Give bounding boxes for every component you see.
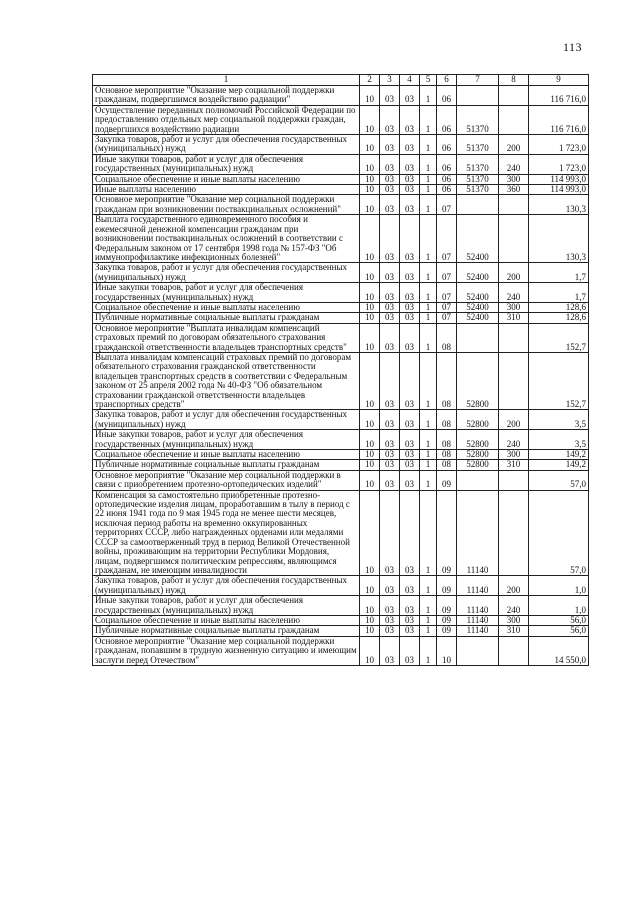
table-row [93,154,589,174]
cell-c4: 03 [400,410,420,430]
cell-c9: 128,6 [529,302,589,312]
row-name: Выплата государственного единовременного пособия и ежемесячной денежной компенсации гражданам при возникновении поствакцинальных осложнений в соответствии с Федеральным законом от 17 сентября 1998 года № 157-ФЗ "Об иммунопрофилактике инфекционных болезней" [93,215,360,263]
cell-c5: 1 [420,263,437,283]
cell-c2: 10 [360,185,380,195]
cell-c8 [499,105,529,134]
cell-c7: 52400 [457,263,499,283]
row-name: Иные закупки товаров, работ и услуг для обеспечения государственных (муниципальных) нужд [93,430,360,450]
column-header: 9 [529,75,589,86]
cell-c2: 10 [360,576,380,596]
cell-c4: 03 [400,263,420,283]
cell-c6: 07 [437,195,457,215]
cell-c8 [499,636,529,665]
cell-c8 [499,352,529,409]
cell-c6: 08 [437,460,457,470]
row-name: Социальное обеспечение и иные выплаты населению [93,615,360,625]
cell-c5: 1 [420,302,437,312]
cell-c8 [499,470,529,490]
cell-c8 [499,323,529,352]
cell-c5: 1 [420,174,437,184]
cell-c3: 03 [380,576,400,596]
cell-c2: 10 [360,460,380,470]
cell-c7: 52800 [457,410,499,430]
cell-c2: 10 [360,195,380,215]
table-row [93,174,589,184]
cell-c4: 03 [400,576,420,596]
cell-c4: 03 [400,430,420,450]
cell-c6: 06 [437,135,457,155]
cell-c6: 06 [437,154,457,174]
cell-c8: 310 [499,460,529,470]
cell-c2: 10 [360,615,380,625]
cell-c7 [457,195,499,215]
cell-c2: 10 [360,86,380,106]
cell-c7: 11140 [457,596,499,616]
cell-c9: 57,0 [529,470,589,490]
cell-c7: 52400 [457,215,499,263]
cell-c6: 06 [437,174,457,184]
cell-c7: 51370 [457,105,499,134]
cell-c6: 09 [437,626,457,636]
table-row [93,352,589,409]
table-row [93,105,589,134]
cell-c9: 1 723,0 [529,135,589,155]
cell-c8 [499,490,529,576]
row-name: Социальное обеспечение и иные выплаты населению [93,174,360,184]
table-row [93,410,589,430]
row-name: Иные закупки товаров, работ и услуг для обеспечения государственных (муниципальных) нужд [93,154,360,174]
cell-c8: 360 [499,185,529,195]
cell-c4: 03 [400,490,420,576]
cell-c4: 03 [400,460,420,470]
row-name: Публичные нормативные социальные выплаты гражданам [93,460,360,470]
cell-c5: 1 [420,430,437,450]
cell-c9: 1 723,0 [529,154,589,174]
row-name: Иные закупки товаров, работ и услуг для обеспечения государственных (муниципальных) нужд [93,283,360,303]
cell-c8: 240 [499,596,529,616]
column-header: 8 [499,75,529,86]
cell-c9: 114 993,0 [529,185,589,195]
cell-c6: 07 [437,313,457,323]
cell-c5: 1 [420,626,437,636]
table-row [93,323,589,352]
table-body [93,86,589,666]
cell-c7: 11140 [457,490,499,576]
cell-c2: 10 [360,626,380,636]
row-name: Закупка товаров, работ и услуг для обеспечения государственных (муниципальных) нужд [93,263,360,283]
cell-c9: 14 550,0 [529,636,589,665]
row-name: Осуществление переданных полномочий Российской Федерации по предоставлению отдельных мер социальной поддержки граждан, подвергшихся воздействию радиации [93,105,360,134]
cell-c9: 1,7 [529,283,589,303]
cell-c6: 08 [437,430,457,450]
cell-c4: 03 [400,86,420,106]
cell-c6: 07 [437,283,457,303]
cell-c8: 310 [499,313,529,323]
cell-c8: 300 [499,174,529,184]
cell-c9: 56,0 [529,615,589,625]
table-row [93,576,589,596]
page-number: 113 [563,40,583,54]
cell-c6: 07 [437,263,457,283]
cell-c6: 06 [437,105,457,134]
row-name: Основное мероприятие "Оказание мер социальной поддержки гражданам, подвергшимся воздействию радиации" [93,86,360,106]
cell-c4: 03 [400,615,420,625]
cell-c8: 300 [499,302,529,312]
table-row [93,460,589,470]
row-name: Выплата инвалидам компенсаций страховых премий по договорам обязательного страхования гражданской ответственности владельцев транспортных средств в соответствии с Федеральным законом от 25 апреля 2002 года № 40-ФЗ "Об обязательном страховании гражданской ответственности владельцев транспортных средств" [93,352,360,409]
cell-c2: 10 [360,636,380,665]
cell-c3: 03 [380,154,400,174]
cell-c2: 10 [360,596,380,616]
cell-c9: 152,7 [529,323,589,352]
cell-c3: 03 [380,636,400,665]
cell-c9: 114 993,0 [529,174,589,184]
cell-c9: 128,6 [529,313,589,323]
cell-c9: 3,5 [529,410,589,430]
cell-c3: 03 [380,470,400,490]
row-name: Публичные нормативные социальные выплаты гражданам [93,626,360,636]
cell-c5: 1 [420,460,437,470]
column-header: 7 [457,75,499,86]
cell-c7: 52800 [457,460,499,470]
cell-c3: 03 [380,313,400,323]
table-row [93,283,589,303]
cell-c8: 200 [499,410,529,430]
cell-c6: 09 [437,490,457,576]
cell-c5: 1 [420,470,437,490]
cell-c7: 52400 [457,283,499,303]
cell-c9: 56,0 [529,626,589,636]
cell-c9: 1,0 [529,576,589,596]
cell-c4: 03 [400,626,420,636]
cell-c6: 09 [437,615,457,625]
cell-c3: 03 [380,596,400,616]
cell-c6: 07 [437,302,457,312]
column-header: 5 [420,75,437,86]
column-header: 1 [93,75,360,86]
cell-c7: 52800 [457,450,499,460]
cell-c2: 10 [360,313,380,323]
cell-c3: 03 [380,185,400,195]
table-row [93,86,589,106]
cell-c5: 1 [420,313,437,323]
cell-c5: 1 [420,352,437,409]
cell-c5: 1 [420,215,437,263]
table-row [93,450,589,460]
table-row [93,626,589,636]
cell-c7: 52400 [457,313,499,323]
cell-c4: 03 [400,185,420,195]
cell-c7 [457,470,499,490]
header-row [93,75,589,86]
row-name: Закупка товаров, работ и услуг для обеспечения государственных (муниципальных) нужд [93,135,360,155]
cell-c4: 03 [400,135,420,155]
cell-c7 [457,636,499,665]
cell-c4: 03 [400,174,420,184]
cell-c3: 03 [380,302,400,312]
cell-c9: 57,0 [529,490,589,576]
cell-c9: 149,2 [529,450,589,460]
cell-c2: 10 [360,105,380,134]
row-name: Закупка товаров, работ и услуг для обеспечения государственных (муниципальных) нужд [93,410,360,430]
cell-c5: 1 [420,154,437,174]
cell-c5: 1 [420,596,437,616]
cell-c4: 03 [400,215,420,263]
table-row [93,195,589,215]
cell-c9: 130,3 [529,215,589,263]
cell-c2: 10 [360,352,380,409]
cell-c5: 1 [420,615,437,625]
cell-c7: 52800 [457,430,499,450]
cell-c8: 240 [499,430,529,450]
cell-c8: 300 [499,615,529,625]
column-header: 2 [360,75,380,86]
cell-c2: 10 [360,470,380,490]
cell-c9: 116 716,0 [529,105,589,134]
cell-c4: 03 [400,283,420,303]
cell-c4: 03 [400,302,420,312]
cell-c5: 1 [420,195,437,215]
cell-c3: 03 [380,263,400,283]
cell-c6: 07 [437,215,457,263]
cell-c3: 03 [380,450,400,460]
cell-c2: 10 [360,430,380,450]
cell-c3: 03 [380,323,400,352]
cell-c7: 52400 [457,302,499,312]
cell-c2: 10 [360,490,380,576]
row-name: Основное мероприятие "Выплата инвалидам компенсаций страховых премий по договорам обязательного страхования гражданской ответственности владельцев транспортных средств" [93,323,360,352]
cell-c3: 03 [380,430,400,450]
cell-c6: 08 [437,323,457,352]
cell-c6: 08 [437,352,457,409]
table-row [93,636,589,665]
cell-c2: 10 [360,302,380,312]
table-row [93,185,589,195]
cell-c3: 03 [380,105,400,134]
table-row [93,135,589,155]
cell-c7: 52800 [457,352,499,409]
cell-c8: 240 [499,154,529,174]
cell-c2: 10 [360,283,380,303]
cell-c5: 1 [420,86,437,106]
cell-c9: 1,7 [529,263,589,283]
cell-c8 [499,195,529,215]
table-row [93,615,589,625]
cell-c4: 03 [400,195,420,215]
cell-c2: 10 [360,174,380,184]
cell-c8: 310 [499,626,529,636]
cell-c9: 116 716,0 [529,86,589,106]
cell-c4: 03 [400,636,420,665]
row-name: Основное мероприятие "Оказание мер социальной поддержки гражданам, попавшим в трудную жизненную ситуацию и имеющим заслуги перед Отечеством" [93,636,360,665]
cell-c5: 1 [420,135,437,155]
table-row [93,313,589,323]
cell-c3: 03 [380,490,400,576]
row-name: Иные закупки товаров, работ и услуг для обеспечения государственных (муниципальных) нужд [93,596,360,616]
cell-c4: 03 [400,450,420,460]
cell-c9: 152,7 [529,352,589,409]
cell-c5: 1 [420,576,437,596]
cell-c7: 51370 [457,154,499,174]
cell-c5: 1 [420,283,437,303]
row-name: Социальное обеспечение и иные выплаты населению [93,302,360,312]
cell-c6: 06 [437,86,457,106]
cell-c6: 10 [437,636,457,665]
cell-c6: 09 [437,576,457,596]
cell-c7 [457,86,499,106]
table-row [93,263,589,283]
cell-c3: 03 [380,460,400,470]
table-row [93,470,589,490]
cell-c3: 03 [380,215,400,263]
row-name: Основное мероприятие "Оказание мер социальной поддержки в связи с приобретением протезно-ортопедических изделий" [93,470,360,490]
cell-c8: 240 [499,283,529,303]
row-name: Социальное обеспечение и иные выплаты населению [93,450,360,460]
cell-c8 [499,215,529,263]
cell-c4: 03 [400,154,420,174]
cell-c4: 03 [400,323,420,352]
cell-c9: 149,2 [529,460,589,470]
cell-c5: 1 [420,323,437,352]
cell-c7: 11140 [457,576,499,596]
cell-c6: 09 [437,596,457,616]
row-name: Компенсация за самостоятельно приобретенные протезно-ортопедические изделия лицам, проработавшим в тылу в период с 22 июня 1941 года по 9 мая 1945 года не менее шести месяцев, исключая период работы на временно оккупированных территориях СССР, либо награжденных орденами или медалями СССР за самоотверженный труд в период Великой Отечественной войны, проживающим на территории Республики Мордовия, лицам, подвергшимся политическим репрессиям, являющимся гражданам, не имеющим инвалидности [93,490,360,576]
budget-table [92,74,589,666]
cell-c7: 51370 [457,185,499,195]
cell-c7: 11140 [457,615,499,625]
cell-c8: 200 [499,135,529,155]
cell-c5: 1 [420,410,437,430]
table-row [93,302,589,312]
column-header: 6 [437,75,457,86]
cell-c8 [499,86,529,106]
table-row [93,596,589,616]
cell-c5: 1 [420,636,437,665]
cell-c3: 03 [380,195,400,215]
column-header: 3 [380,75,400,86]
cell-c7: 11140 [457,626,499,636]
cell-c3: 03 [380,352,400,409]
cell-c2: 10 [360,450,380,460]
cell-c3: 03 [380,135,400,155]
cell-c2: 10 [360,135,380,155]
cell-c6: 06 [437,185,457,195]
cell-c8: 200 [499,576,529,596]
cell-c2: 10 [360,154,380,174]
cell-c4: 03 [400,105,420,134]
cell-c7: 51370 [457,174,499,184]
table-row [93,215,589,263]
row-name: Иные выплаты населению [93,185,360,195]
row-name: Закупка товаров, работ и услуг для обеспечения государственных (муниципальных) нужд [93,576,360,596]
cell-c8: 200 [499,263,529,283]
cell-c9: 1,0 [529,596,589,616]
cell-c4: 03 [400,352,420,409]
cell-c3: 03 [380,615,400,625]
cell-c2: 10 [360,215,380,263]
cell-c5: 1 [420,185,437,195]
cell-c5: 1 [420,450,437,460]
row-name: Основное мероприятие "Оказание мер социальной поддержки гражданам при возникновении поствакцинальных осложнений" [93,195,360,215]
cell-c4: 03 [400,470,420,490]
cell-c3: 03 [380,283,400,303]
cell-c9: 3,5 [529,430,589,450]
cell-c7 [457,323,499,352]
column-header: 4 [400,75,420,86]
cell-c3: 03 [380,174,400,184]
table-row [93,430,589,450]
cell-c6: 08 [437,450,457,460]
table-row [93,490,589,576]
row-name: Публичные нормативные социальные выплаты гражданам [93,313,360,323]
cell-c6: 08 [437,410,457,430]
cell-c8: 300 [499,450,529,460]
cell-c5: 1 [420,105,437,134]
cell-c2: 10 [360,323,380,352]
cell-c3: 03 [380,86,400,106]
cell-c3: 03 [380,410,400,430]
cell-c7: 51370 [457,135,499,155]
cell-c9: 130,3 [529,195,589,215]
cell-c3: 03 [380,626,400,636]
cell-c6: 09 [437,470,457,490]
cell-c5: 1 [420,490,437,576]
cell-c4: 03 [400,313,420,323]
cell-c2: 10 [360,263,380,283]
cell-c2: 10 [360,410,380,430]
cell-c4: 03 [400,596,420,616]
